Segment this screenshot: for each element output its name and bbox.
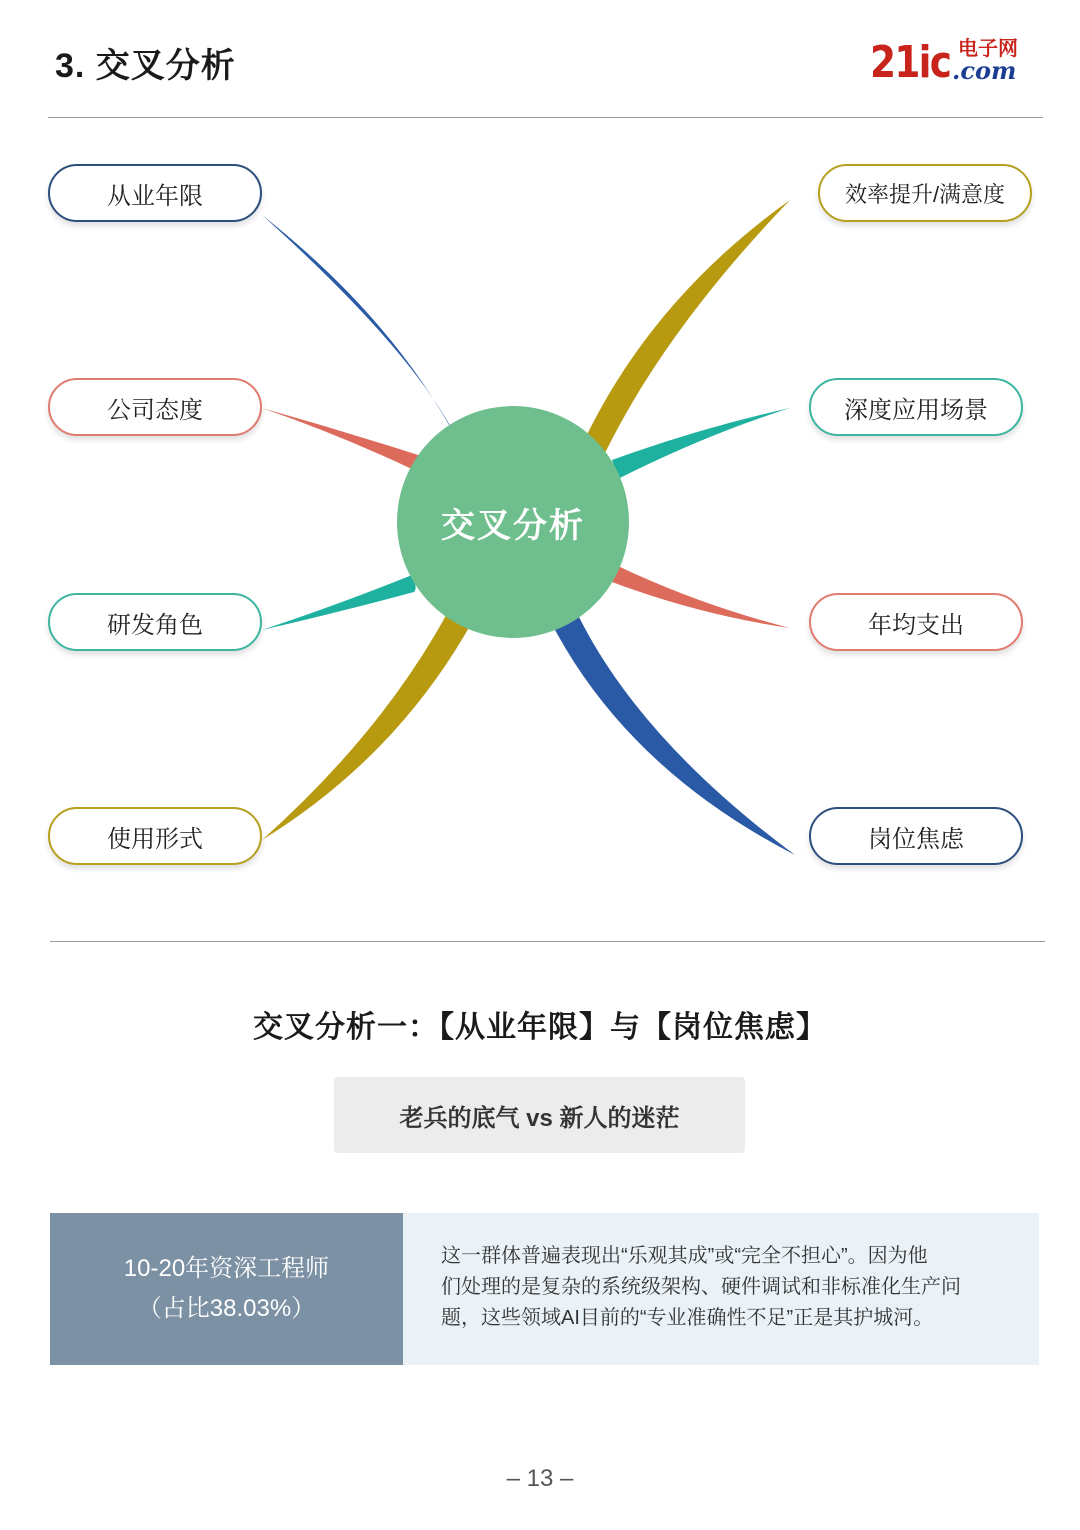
logo-com-text: .com: [952, 56, 1017, 85]
node-years: 从业年限: [48, 164, 262, 222]
section-heading: 交叉分析一：【从业年限】与【岗位焦虑】: [253, 1011, 827, 1044]
node-rd-role: 研发角色: [48, 593, 262, 651]
page-number: – 13 –: [506, 1465, 574, 1492]
info-text-line-2: 们处理的是复杂的系统级架构、硬件调试和非标准化生产问: [441, 1276, 961, 1298]
info-right-panel: [403, 1213, 1039, 1365]
logo-cn-text: 电子网: [958, 38, 1018, 60]
branch-expense: [612, 566, 790, 628]
info-left-panel: [50, 1213, 403, 1365]
node-job-anxiety: 岗位焦虑: [809, 807, 1023, 865]
branch-scenario: [612, 408, 790, 478]
logo-number: 21ic: [870, 37, 951, 88]
section-subtitle: 老兵的底气 vs 新人的迷茫: [334, 1077, 745, 1153]
info-text-line-3: 题，这些领域AI目前的“专业准确性不足”正是其护城河。: [441, 1307, 934, 1329]
branch-role: [262, 575, 416, 630]
header-divider: [48, 117, 1043, 118]
branch-usage: [262, 608, 476, 840]
node-annual-expense: 年均支出: [809, 593, 1023, 651]
page-title: 3. 交叉分析: [55, 47, 236, 85]
branch-years: [262, 215, 460, 445]
info-text-line-1: 这一群体普遍表现出“乐观其成”或“完全不担心”。因为他: [441, 1245, 928, 1267]
mind-map: [0, 130, 1080, 930]
center-node: 交叉分析: [397, 406, 629, 638]
node-deep-scenario: 深度应用场景: [809, 378, 1023, 436]
branch-company: [262, 408, 418, 470]
section-divider: [50, 941, 1045, 942]
node-efficiency: 效率提升/满意度: [818, 164, 1032, 222]
group-share: （占比38.03%）: [137, 1295, 316, 1322]
group-label: 10-20年资深工程师: [123, 1255, 330, 1282]
node-usage-form: 使用形式: [48, 807, 262, 865]
branch-anxiety: [554, 615, 795, 855]
node-company-attitude: 公司态度: [48, 378, 262, 436]
site-logo: [870, 38, 1045, 88]
